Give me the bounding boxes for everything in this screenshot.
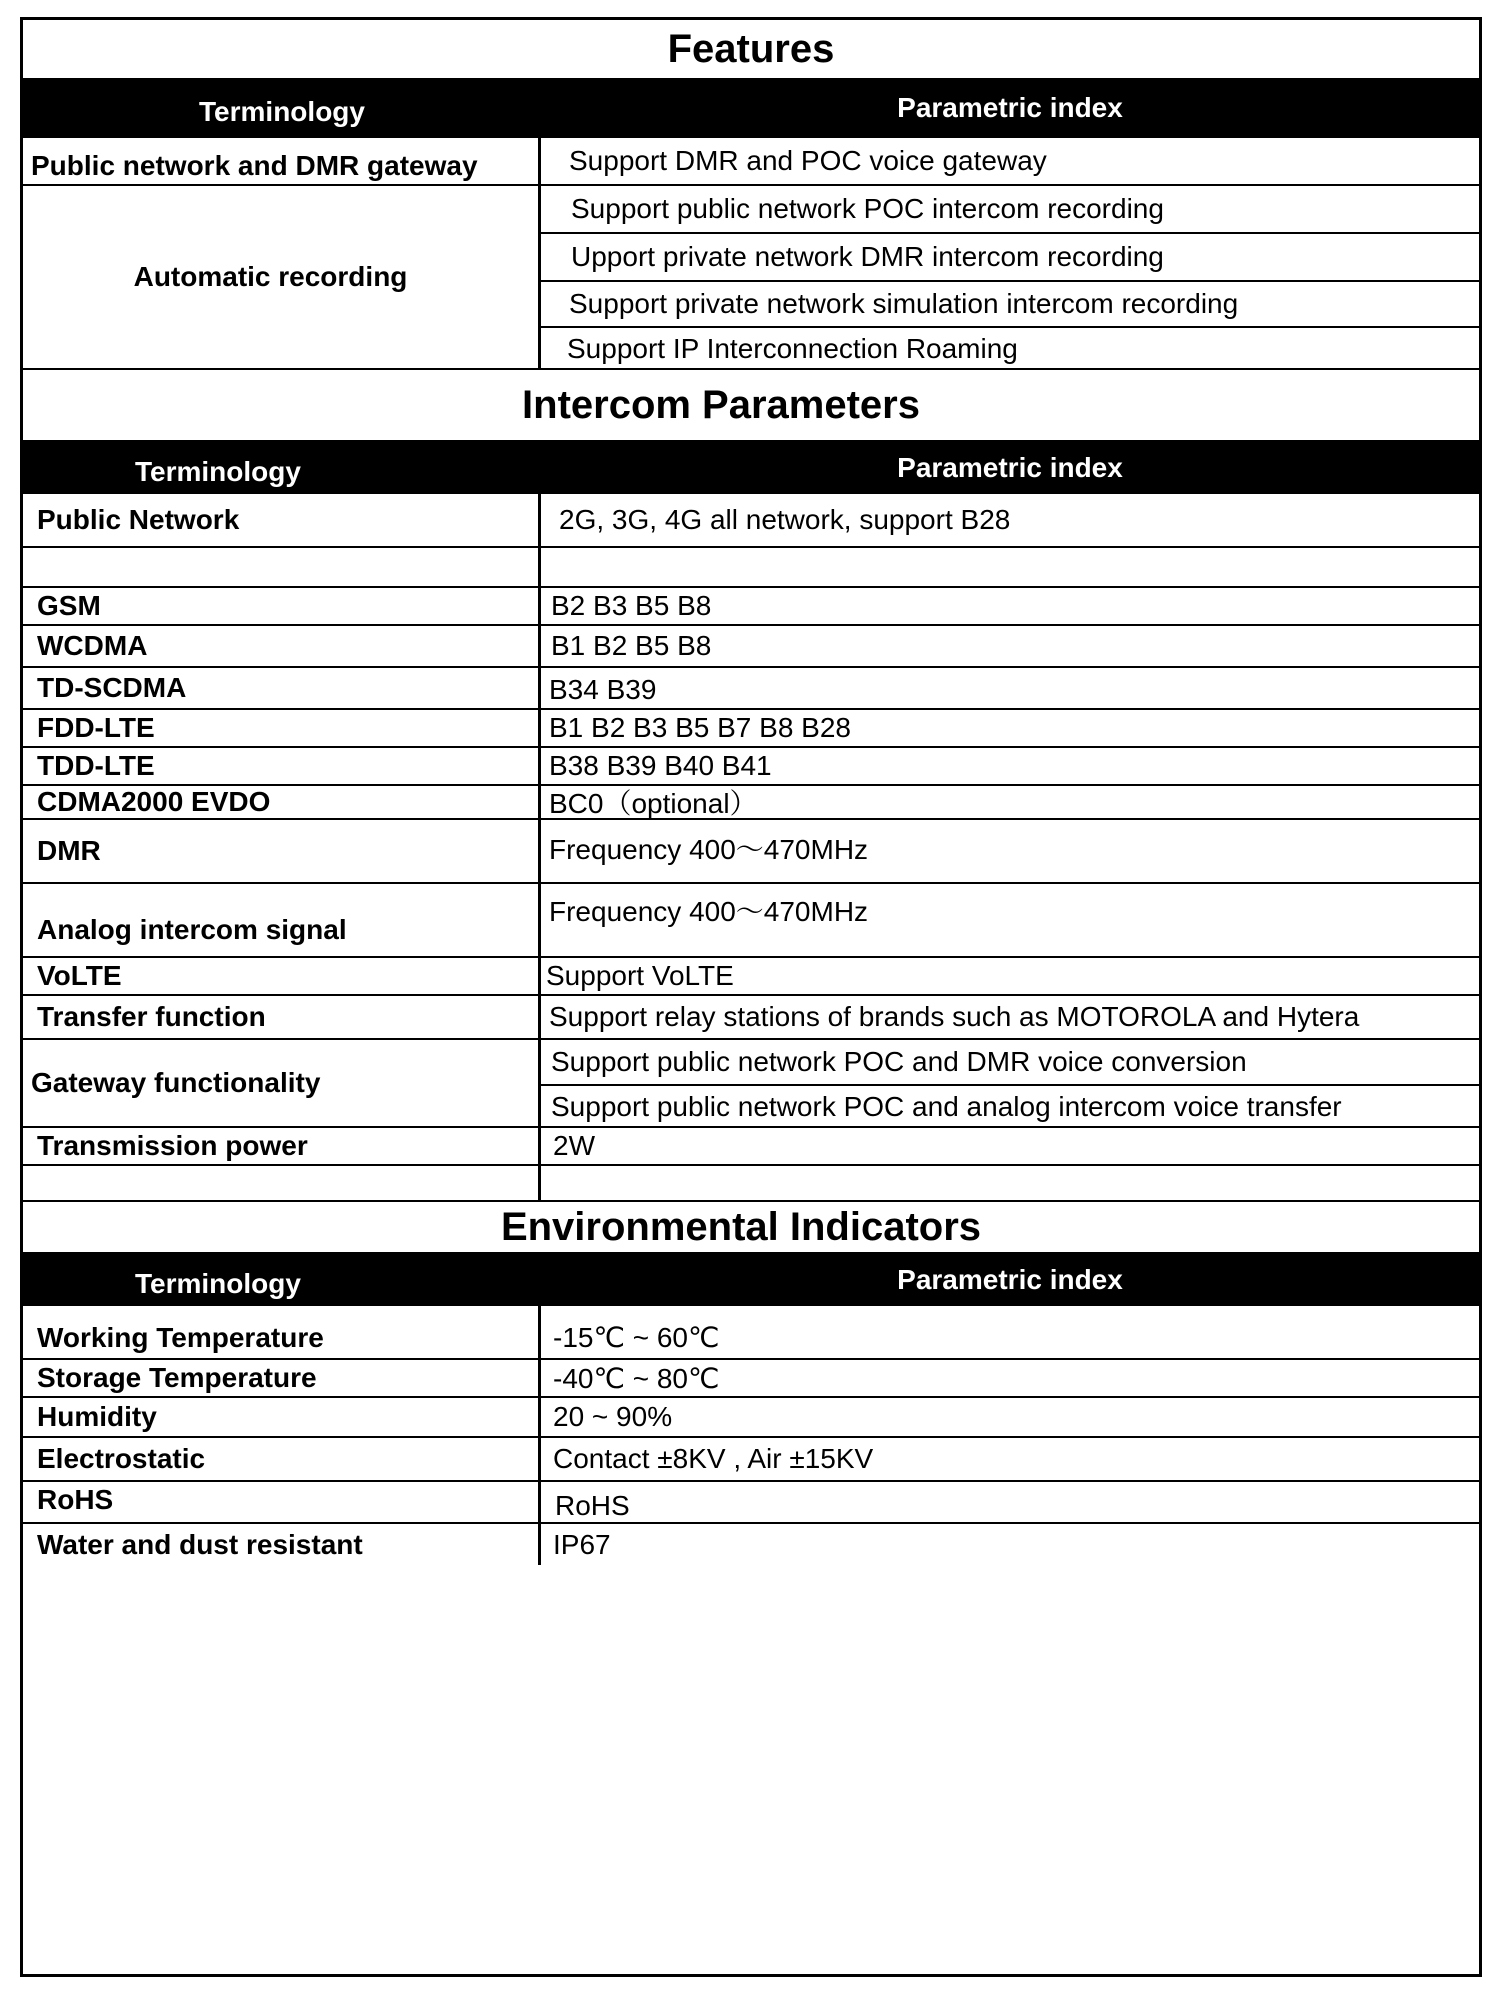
table-row [23, 1040, 1479, 1128]
value-cell: B2 B3 B5 B8 [551, 590, 712, 621]
term-cell [23, 1166, 541, 1200]
table-row [23, 138, 1479, 186]
table-row [23, 1398, 1479, 1438]
value-cell: RoHS [555, 1490, 630, 1521]
term-cell: GSM [23, 588, 541, 624]
value-cell: Support public network POC and DMR voice conversion [541, 1040, 1479, 1086]
table-row [23, 588, 1479, 626]
table-row [23, 996, 1479, 1040]
table-row [23, 626, 1479, 668]
table-row [23, 548, 1479, 588]
value-cell: 2G, 3G, 4G all network, support B28 [559, 504, 1011, 535]
table-row [23, 1166, 1479, 1202]
section-title-environmental [23, 1202, 1479, 1254]
features-header-row [23, 80, 1479, 138]
term-cell: Gateway functionality [23, 1040, 541, 1126]
intercom-header-row [23, 442, 1479, 494]
value-cell: B1 B2 B5 B8 [551, 630, 712, 661]
table-row [23, 710, 1479, 748]
term-cell: Public network and DMR gateway [23, 138, 541, 184]
value-cell: Support public network POC intercom recording [541, 186, 1479, 234]
header-terminology: Terminology [135, 456, 301, 487]
table-row [23, 668, 1479, 710]
value-cell: Contact ±8KV , Air ±15KV [553, 1443, 874, 1474]
header-parametric-index: Parametric index [897, 92, 1123, 123]
value-cell: Upport private network DMR intercom recording [541, 234, 1479, 282]
table-row [23, 494, 1479, 548]
value-cell [541, 548, 1479, 586]
value-cell: 2W [553, 1130, 595, 1161]
term-cell: Electrostatic [23, 1438, 541, 1480]
environmental-header-row [23, 1254, 1479, 1306]
table-row [23, 1524, 1479, 1565]
value-cell: -40℃ ~ 80℃ [553, 1362, 720, 1394]
value-cell: Support IP Interconnection Roaming [567, 333, 1018, 364]
header-parametric-index: Parametric index [897, 452, 1123, 483]
value-cell: BC0（optional） [549, 788, 758, 819]
term-cell: Humidity [23, 1398, 541, 1436]
term-cell: WCDMA [23, 626, 541, 666]
term-cell: FDD-LTE [23, 710, 541, 746]
environmental-title-text: Environmental Indicators [500, 1204, 982, 1249]
section-title-intercom [23, 370, 1479, 442]
term-cell: Transmission power [23, 1128, 541, 1164]
spec-sheet [20, 17, 1482, 1977]
value-cell: -15℃ ~ 60℃ [553, 1322, 720, 1353]
section-title-features [23, 20, 1479, 80]
table-row [23, 1438, 1479, 1482]
value-cell: Support VoLTE [546, 960, 734, 991]
value-cell: B1 B2 B3 B5 B7 B8 B28 [549, 712, 851, 743]
term-cell: TDD-LTE [23, 748, 541, 784]
header-terminology: Terminology [135, 1268, 301, 1299]
term-cell: Analog intercom signal [23, 884, 541, 956]
table-row [23, 1128, 1479, 1166]
table-row [23, 1360, 1479, 1398]
value-cell: Frequency 400～470MHz [549, 896, 869, 927]
value-cell: Support private network simulation intercom recording [541, 282, 1479, 328]
term-cell: Public Network [23, 494, 541, 546]
term-cell: CDMA2000 EVDO [23, 786, 541, 818]
term-cell: Working Temperature [23, 1306, 541, 1358]
table-row [23, 1306, 1479, 1360]
term-cell: Transfer function [23, 996, 541, 1038]
value-cell: B34 B39 [549, 674, 657, 705]
table-row [23, 786, 1479, 820]
term-cell: Water and dust resistant [23, 1524, 541, 1565]
value-cell: IP67 [553, 1528, 611, 1560]
value-cell [541, 1166, 1479, 1200]
value-cell: Support DMR and POC voice gateway [569, 145, 1047, 176]
header-terminology: Terminology [199, 96, 365, 127]
value-cell: 20 ~ 90% [553, 1401, 673, 1432]
term-cell: TD-SCDMA [23, 668, 541, 708]
table-row [23, 958, 1479, 996]
table-row [23, 186, 1479, 370]
term-cell [23, 548, 541, 586]
intercom-title-text: Intercom Parameters [522, 382, 920, 427]
value-cell: Frequency 400～470MHz [549, 834, 869, 865]
header-parametric-index: Parametric index [897, 1264, 1123, 1295]
term-cell: Storage Temperature [23, 1360, 541, 1396]
term-cell: RoHS [23, 1482, 541, 1522]
table-row [23, 820, 1479, 884]
table-row [23, 1482, 1479, 1524]
features-title-text: Features [667, 26, 835, 71]
table-row [23, 884, 1479, 958]
value-cell: Support public network POC and analog intercom voice transfer [551, 1091, 1342, 1122]
term-cell: VoLTE [23, 958, 541, 994]
value-cell: B38 B39 B40 B41 [549, 750, 772, 781]
table-row [23, 748, 1479, 786]
term-cell: DMR [23, 820, 541, 882]
value-cell: Support relay stations of brands such as MOTOROLA and Hytera [549, 1001, 1360, 1032]
term-cell: Automatic recording [23, 186, 541, 368]
